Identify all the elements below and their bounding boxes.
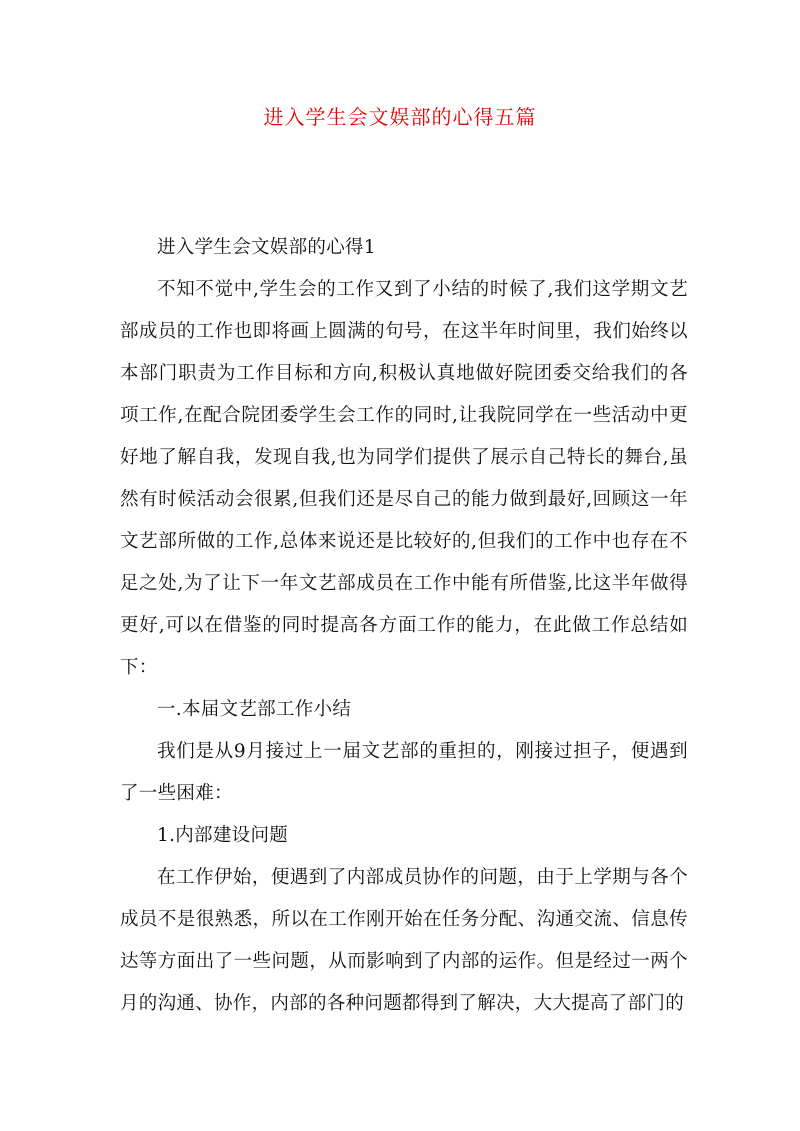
document-body [120,227,688,1025]
section-heading: 进入学生会文娱部的心得1 [157,237,376,258]
document-title: 进入学生会文娱部的心得五篇 [263,105,537,129]
body-paragraph: 不知不觉中,学生会的工作又到了小结的时候了,我们这学期文艺部成员的工作也即将画上圆满的句号，在这半年时间里，我们始终以本部门职责为工作目标和方向,积极认真地做好院团委交给我们的各项工作,在配合院团委学生会工作的同时,让我院同学在一些活动中更好地了解自我，发现自我,也为同学们提供了展示自己特长的舞台,虽然有时候活动会很累,但我们还是尽自己的能力做到最好,回顾这一年文艺部所做的工作,总体来说还是比较好的,但我们的工作中也存在不足之处,为了让下一年文艺部成员在工作中能有所借鉴,比这半年做得更好,可以在借鉴的同时提高各方面工作的能力，在此做工作总结如下： [120,279,688,678]
body-paragraph: 在工作伊始，便遇到了内部成员协作的问题，由于上学期与各个成员不是很熟悉，所以在工作刚开始在任务分配、沟通交流、信息传达等方面出了一些问题，从而影响到了内部的运作。但是经过一两个月的沟通、协作，内部的各种问题都得到了解决，大大提高了部门的 [120,867,688,1014]
section-heading: 1.内部建设问题 [157,825,289,846]
body-paragraph: 我们是从9月接过上一届文艺部的重担的，刚接过担子，便遇到了一些困难： [120,741,688,804]
section-heading: 一.本届文艺部工作小结 [157,699,352,720]
